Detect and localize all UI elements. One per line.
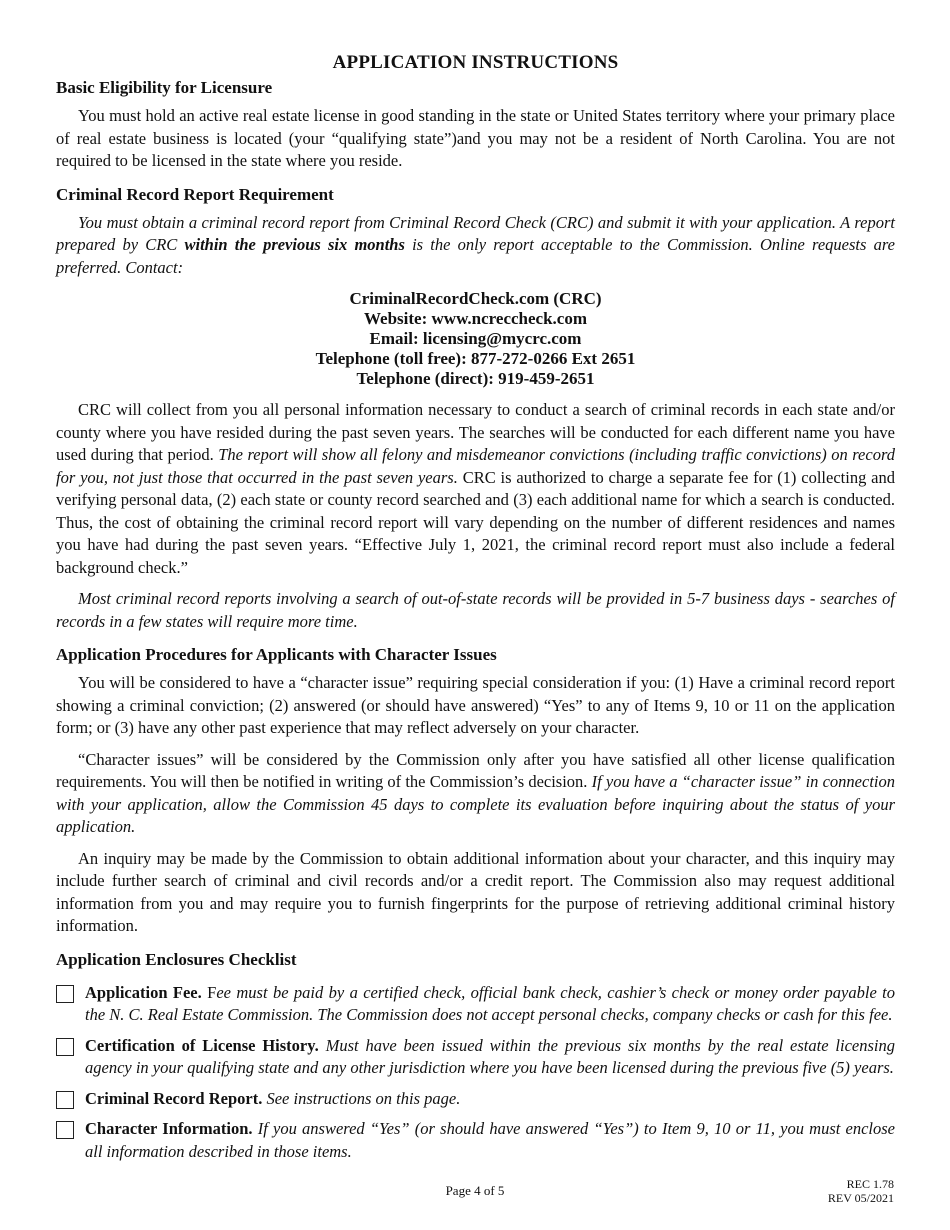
crc-email: Email: licensing@mycrc.com	[369, 329, 582, 348]
checklist-heading: Application Enclosures Checklist	[56, 949, 297, 969]
character-inquiry-paragraph: An inquiry may be made by the Commission to obtain additional information about your character, and this inquiry may include further search of criminal and civil records and/or a credit report. The Commission also may request additional information from you and may require you to furnish fingerprints for the purpose of retrieving additional criminal history information.	[56, 848, 895, 935]
crc-timing-paragraph: Most criminal record reports involving a search of out-of-state records will be provided in 5-7 business days - searches of records in a few states will require more time.	[56, 589, 895, 631]
crc-intro-paragraph	[56, 212, 895, 280]
form-code-block	[828, 1177, 894, 1205]
crc-details-text-end: CRC is authorized to charge a separate fee for (1) collecting and verifying personal data, (2) each state or county record searched and (3) each additional name for which a search is conducted. Thus, the cost of obtaining the criminal record report will vary depending on the number of different residences and names you have had during the past seven years. “Effective July 1, 2021, the criminal record report must also include a federal background check.”	[56, 467, 895, 577]
crc-intro-emphasis: within the previous six months	[184, 235, 405, 254]
crc-name: CriminalRecordCheck.com (CRC)	[349, 289, 602, 308]
crc-website: Website: www.ncreccheck.com	[364, 309, 587, 328]
character-process-italic: If you have a “character issue” in connection with your application, allow the Commission 45 days to complete its evaluation before inquiring about the status of your application.	[56, 772, 895, 836]
form-code: REC 1.78	[846, 1177, 894, 1191]
character-info-checkbox[interactable]	[56, 1121, 74, 1139]
checklist-item-criminal-record	[56, 1088, 895, 1111]
checklist-label: Certification of License History.	[85, 1035, 319, 1055]
criminal-record-heading: Criminal Record Report Requirement	[56, 184, 334, 204]
page-title: APPLICATION INSTRUCTIONS	[332, 52, 619, 73]
document-page	[56, 52, 895, 1171]
checklist-label: Application Fee.	[85, 982, 202, 1002]
page-number: Page 4 of 5	[445, 1183, 505, 1198]
form-revision: REV 05/2021	[827, 1191, 894, 1205]
crc-intro-text: You must obtain a criminal record report from Criminal Record Check (CRC) and submit it with your application. A report prepared by CRC	[56, 212, 895, 254]
crc-details-text: CRC will collect from you all personal information necessary to conduct a search of criminal records in each state and/or county where you have resided during the past seven years. The searches will be conducted for each different name you have used during that period.	[56, 400, 895, 464]
criminal-record-checkbox[interactable]	[56, 1091, 74, 1109]
application-fee-checkbox[interactable]	[56, 985, 74, 1003]
character-issues-heading: Application Procedures for Applicants with Character Issues	[56, 645, 497, 664]
crc-details-paragraph	[56, 399, 895, 579]
eligibility-heading: Basic Eligibility for Licensure	[56, 78, 273, 97]
eligibility-paragraph: You must hold an active real estate license in good standing in the state or United States territory where your primary place of real estate business is located (your “qualifying state”)and you may not be a resident of North Carolina. You are not required to be licensed in the state where you reside.	[56, 106, 895, 170]
checklist-lead	[319, 1036, 326, 1055]
crc-details-italic: The report will show all felony and misdemeanor convictions (including traffic convictions) on record for you, not just those that occurred in the past seven years.	[56, 445, 896, 487]
character-issue-process	[56, 749, 895, 839]
checklist-description: If you answered “Yes” (or should have answered “Yes”) to Item 9, 10 or 11, you must enclose all information described in those items.	[85, 1119, 895, 1161]
checklist-lead: F	[201, 982, 217, 1002]
character-issue-definition: You will be considered to have a “character issue” requiring special consideration if you: (1) Have a criminal record report showing a criminal conviction; (2) answered (or should have answered) “Yes” to any of Items 9, 10 or 11 on the application form; or (3) have any other past experience that may reflect adversely on your character.	[56, 673, 895, 737]
character-process-text: “Character issues” will be considered by the Commission only after you have satisfied all other license qualification requirements. You will then be notified in writing of the Commission’s decision.	[56, 749, 895, 791]
checklist-description: Must have been issued within the previous six months by the real estate licensing agency in your qualifying state and any other jurisdiction where you have been licensed during the previous five (5) years.	[85, 1035, 895, 1077]
checklist-label: Criminal Record Report.	[85, 1088, 263, 1108]
checklist-description: ee must be paid by a certified check, official bank check, cashier’s check or money order payable to the N. C. Real Estate Commission. The Commission does not accept personal checks, company checks or cash for this fee.	[85, 982, 895, 1024]
crc-phone-toll-free: Telephone (toll free): 877-272-0266 Ext 2651	[315, 349, 636, 368]
checklist-item-character-info	[56, 1118, 895, 1163]
checklist-item-application-fee	[56, 982, 895, 1027]
crc-phone-direct: Telephone (direct): 919-459-2651	[356, 369, 595, 388]
checklist-label: Character Information.	[85, 1119, 253, 1138]
crc-contact-block	[56, 289, 895, 389]
crc-intro-text-end: is the only report acceptable to the Commission. Online requests are preferred. Contact:	[56, 235, 895, 277]
checklist-item-license-history	[56, 1035, 895, 1080]
checklist-description: See instructions on this page.	[266, 1088, 461, 1108]
license-history-checkbox[interactable]	[56, 1038, 74, 1056]
